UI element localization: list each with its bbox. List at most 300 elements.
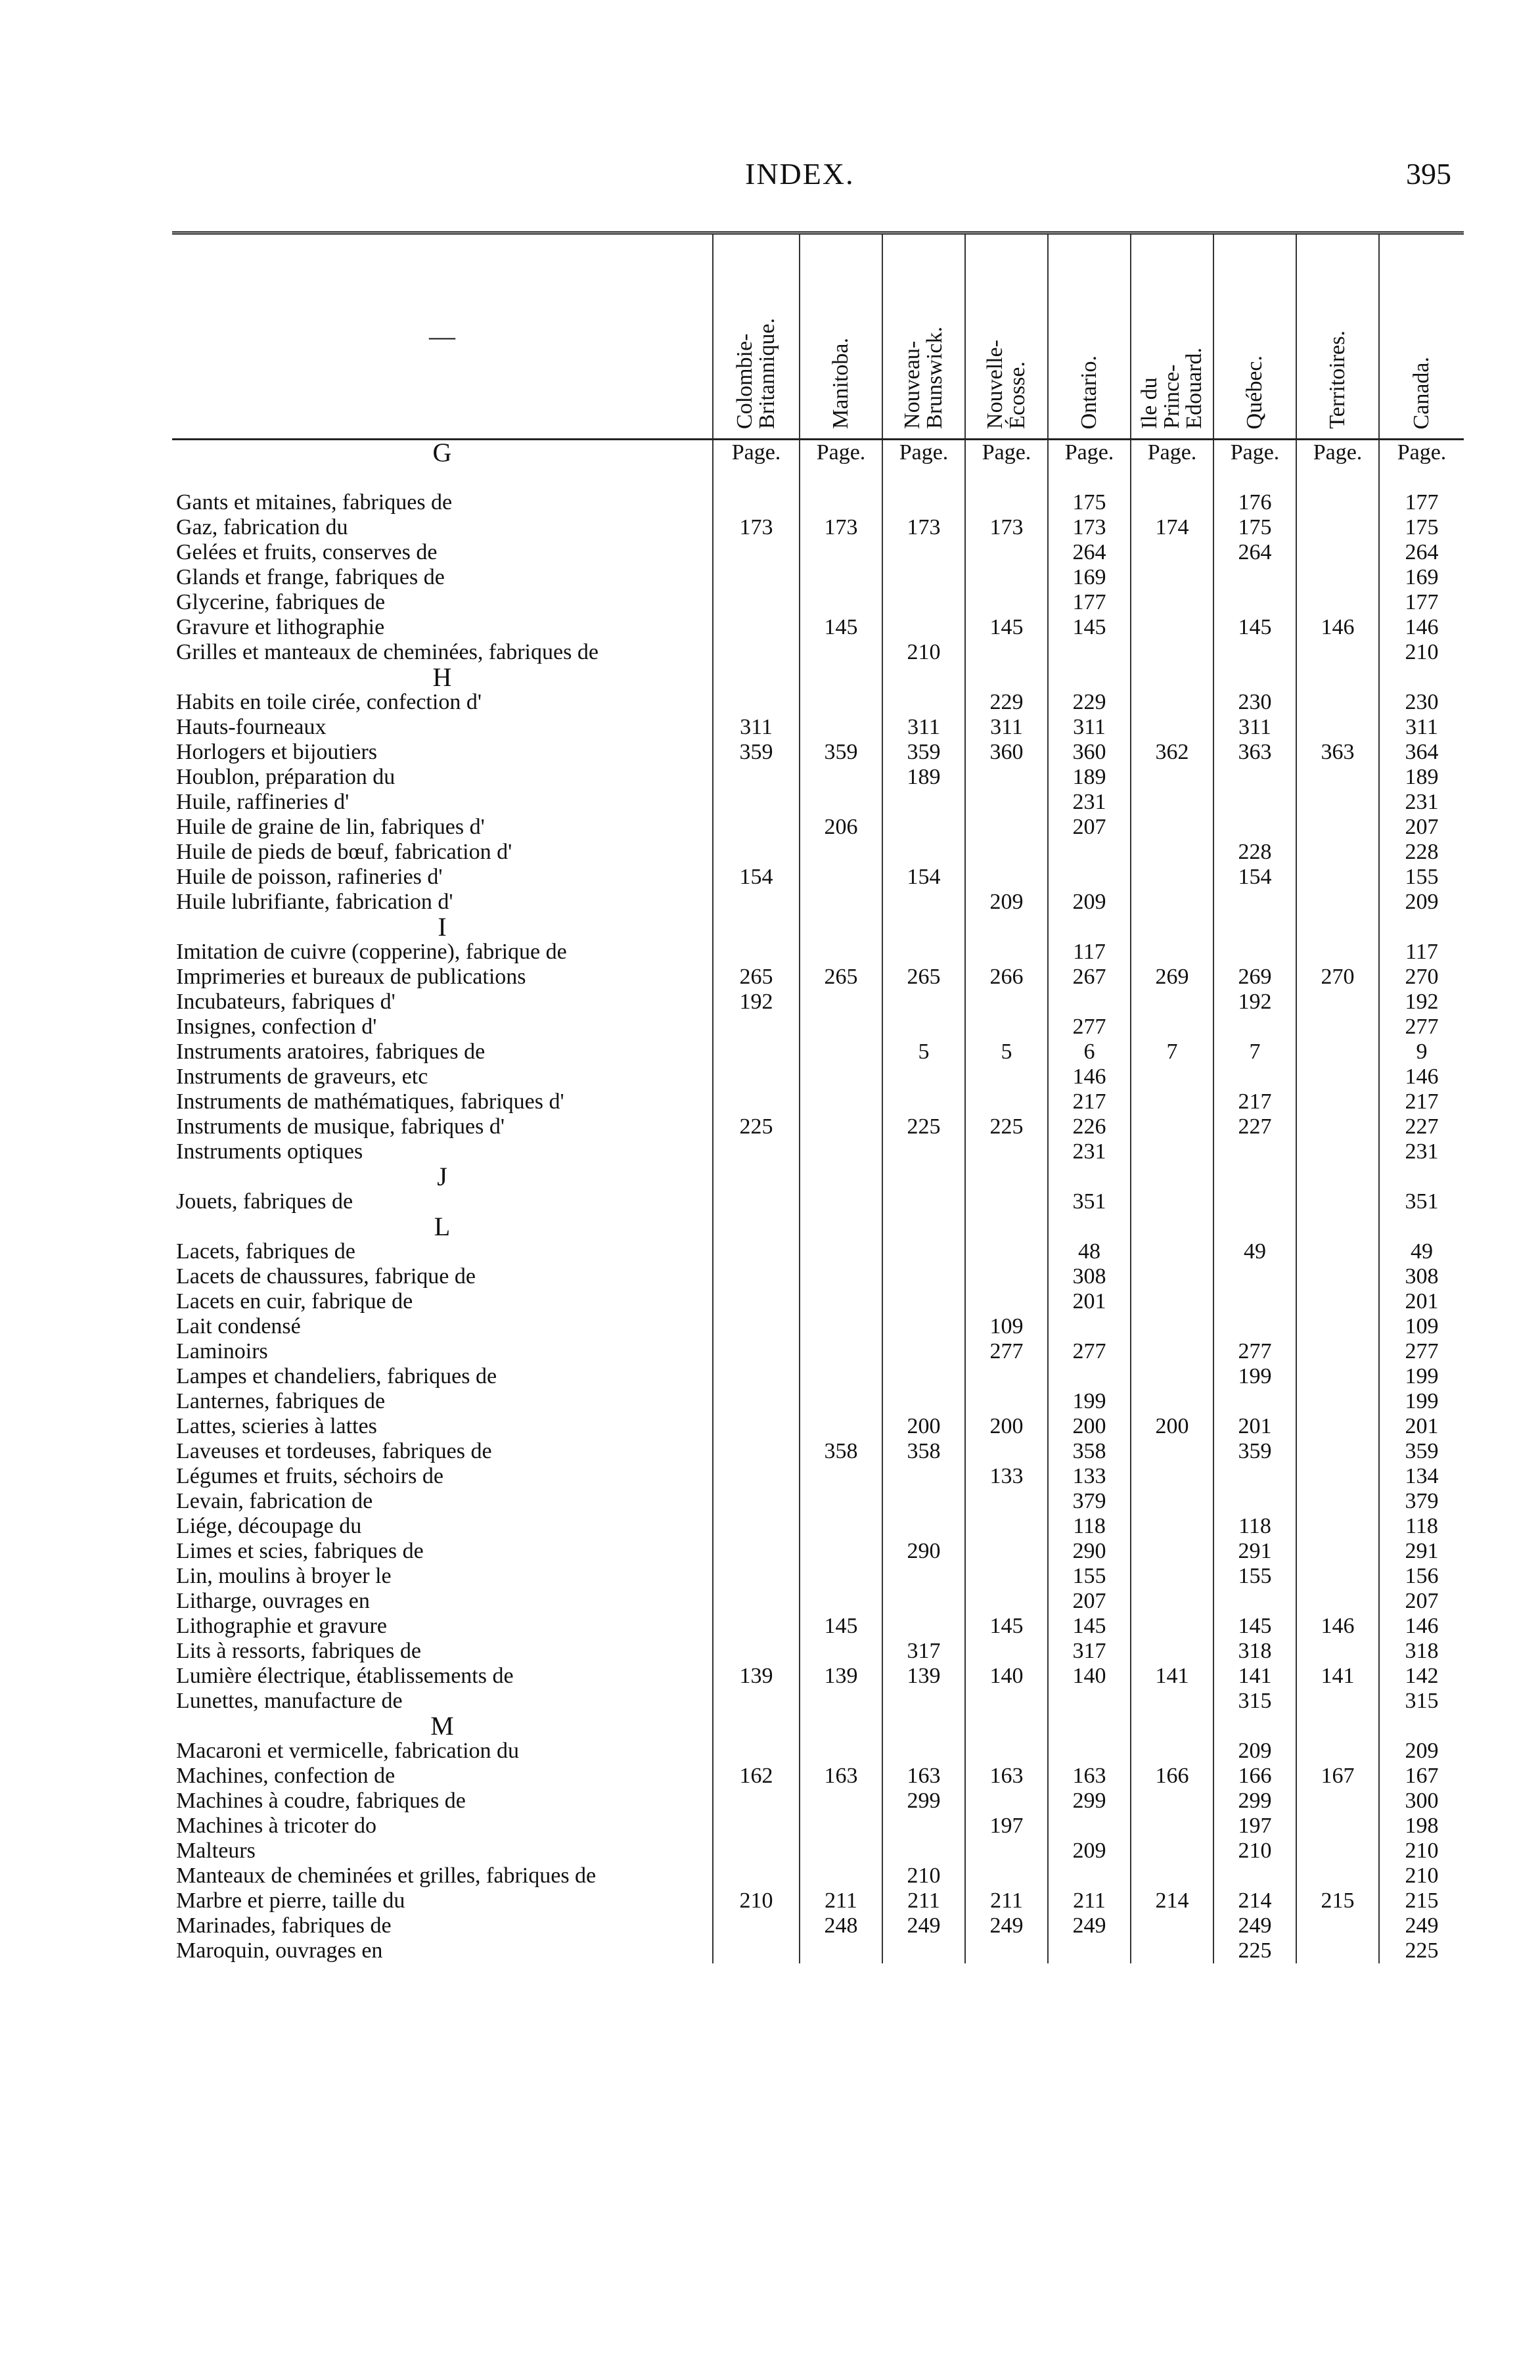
- page-ref-cell: 362: [1131, 740, 1213, 765]
- entry-name: Machines à tricoter do: [176, 1814, 376, 1838]
- page-ref-cell: 146: [1379, 1064, 1464, 1089]
- page-ref-cell: [965, 1739, 1048, 1764]
- empty-cell: [713, 1214, 800, 1239]
- spacer-cell: [800, 465, 882, 490]
- page-ref-cell: 154: [1213, 865, 1296, 890]
- spacer-cell: [172, 465, 713, 490]
- page-ref-cell: [882, 1938, 965, 1963]
- page-ref-cell: 231: [1379, 1139, 1464, 1164]
- spacer-cell: [1296, 465, 1379, 490]
- entry-name: Insignes, confection d': [176, 1015, 377, 1039]
- page-ref-cell: 358: [1048, 1439, 1131, 1464]
- page-ref-cell: [713, 1189, 800, 1214]
- page-ref-cell: [1131, 1614, 1213, 1639]
- page-ref-cell: 141: [1131, 1664, 1213, 1689]
- entry-name: Huile de graine de lin, fabriques d': [176, 815, 485, 839]
- page-ref-cell: [1131, 940, 1213, 965]
- page-ref-cell: 231: [1048, 1139, 1131, 1164]
- page-ref-cell: [800, 1864, 882, 1888]
- page-ref-cell: [965, 1839, 1048, 1864]
- page-ref-cell: [882, 1189, 965, 1214]
- page-ref-cell: [713, 490, 800, 515]
- entry-name: Grilles et manteaux de cheminées, fabriques de: [176, 640, 599, 664]
- page-ref-cell: [713, 615, 800, 640]
- page-ref-cell: [1131, 1389, 1213, 1414]
- entry-name: Lithographie et gravure: [176, 1614, 387, 1638]
- page-ref-cell: [882, 1689, 965, 1714]
- page-ref-cell: [800, 1589, 882, 1614]
- page-ref-cell: [1131, 540, 1213, 565]
- page-ref-cell: 249: [882, 1913, 965, 1938]
- page-ref-cell: [800, 1114, 882, 1139]
- page-ref-cell: [882, 615, 965, 640]
- empty-cell: [800, 915, 882, 940]
- page-ref-cell: 142: [1379, 1664, 1464, 1689]
- empty-cell: [1048, 1714, 1131, 1739]
- page-ref-cell: 199: [1048, 1389, 1131, 1414]
- page-ref-cell: [1296, 1464, 1379, 1489]
- page-ref-cell: [882, 590, 965, 615]
- page-ref-cell: 6: [1048, 1040, 1131, 1064]
- entry-name: Lits à ressorts, fabriques de: [176, 1639, 421, 1663]
- page-ref-cell: 249: [1048, 1913, 1131, 1938]
- page-ref-cell: [1213, 1589, 1296, 1614]
- page-ref-cell: [1131, 690, 1213, 715]
- empty-cell: [713, 1164, 800, 1189]
- page-ref-cell: [1048, 990, 1131, 1015]
- page-ref-cell: 311: [1048, 715, 1131, 740]
- page-ref-cell: [800, 1739, 882, 1764]
- empty-cell: [1379, 1714, 1464, 1739]
- page-ref-cell: [1296, 1489, 1379, 1514]
- page-ref-cell: 229: [1048, 690, 1131, 715]
- page-ref-cell: [1131, 715, 1213, 740]
- page-ref-cell: 227: [1213, 1114, 1296, 1139]
- page-ref-cell: 210: [882, 1864, 965, 1888]
- column-label: Ile du Prince- Edouard.: [1137, 348, 1206, 429]
- page-ref-cell: [800, 865, 882, 890]
- table-row: [172, 1614, 1464, 1639]
- page-ref-cell: [713, 640, 800, 665]
- page-ref-cell: [713, 840, 800, 865]
- empty-cell: [800, 665, 882, 690]
- entry-name: Instruments de musique, fabriques d': [176, 1114, 505, 1139]
- page-ref-cell: 146: [1296, 1614, 1379, 1639]
- page-ref-cell: [965, 1689, 1048, 1714]
- page-ref-cell: [1131, 1364, 1213, 1389]
- table-row: [172, 1564, 1464, 1589]
- page-ref-cell: [1131, 1864, 1213, 1888]
- entry-name: Glands et frange, fabriques de: [176, 565, 445, 589]
- page-ref-cell: 48: [1048, 1239, 1131, 1264]
- empty-cell: [965, 1164, 1048, 1189]
- page-ref-cell: [882, 940, 965, 965]
- empty-cell: [1213, 915, 1296, 940]
- page-ref-cell: 166: [1131, 1764, 1213, 1789]
- page-ref-cell: [800, 1689, 882, 1714]
- page-ref-cell: [800, 565, 882, 590]
- page-ref-cell: [800, 1189, 882, 1214]
- page-ref-cell: 311: [713, 715, 800, 740]
- page-ref-cell: 155: [1213, 1564, 1296, 1589]
- page-ref-cell: [713, 1864, 800, 1888]
- page-ref-cell: 7: [1213, 1040, 1296, 1064]
- page-ref-cell: 379: [1379, 1489, 1464, 1514]
- entry-name: Limes et scies, fabriques de: [176, 1539, 424, 1563]
- page-ref-cell: [713, 1239, 800, 1264]
- page-ref-cell: [1213, 1264, 1296, 1289]
- empty-cell: [1296, 1164, 1379, 1189]
- page-ref-cell: [965, 1064, 1048, 1089]
- page-ref-cell: [713, 1264, 800, 1289]
- page-ref-cell: [1131, 765, 1213, 790]
- table-row: [172, 1489, 1464, 1514]
- page-ref-cell: [1296, 1514, 1379, 1539]
- table-row: [172, 1064, 1464, 1089]
- page-ref-cell: [1131, 1589, 1213, 1614]
- column-label: Ontario.: [1077, 355, 1101, 429]
- page-ref-cell: 189: [1048, 765, 1131, 790]
- spacer-row: [172, 465, 1464, 490]
- section-header-row: [172, 665, 1464, 690]
- page-ref-cell: 225: [1213, 1938, 1296, 1963]
- page-ref-cell: 199: [1213, 1364, 1296, 1389]
- page-ref-cell: [1296, 765, 1379, 790]
- page-ref-cell: [713, 590, 800, 615]
- entry-name: Lampes et chandeliers, fabriques de: [176, 1364, 497, 1388]
- page-ref-cell: [1296, 1864, 1379, 1888]
- page-ref-cell: [1296, 1564, 1379, 1589]
- page-ref-cell: [1296, 790, 1379, 815]
- page-ref-cell: [800, 840, 882, 865]
- table-row: [172, 1514, 1464, 1539]
- empty-cell: [1296, 915, 1379, 940]
- page-ref-cell: [882, 1314, 965, 1339]
- page-ref-cell: 308: [1379, 1264, 1464, 1289]
- page-ref-cell: 290: [1048, 1539, 1131, 1564]
- page-ref-cell: [882, 1389, 965, 1414]
- empty-cell: [1048, 915, 1131, 940]
- page-ref-cell: [965, 1864, 1048, 1888]
- page-ref-cell: [1213, 1489, 1296, 1514]
- page-ref-cell: [1131, 1913, 1213, 1938]
- page-ref-cell: [1213, 1864, 1296, 1888]
- page-ref-cell: 291: [1379, 1539, 1464, 1564]
- page-ref-cell: [1131, 565, 1213, 590]
- page-ref-cell: [882, 790, 965, 815]
- page-ref-cell: [1213, 815, 1296, 840]
- page-ref-cell: 167: [1379, 1764, 1464, 1789]
- empty-cell: [1131, 1214, 1213, 1239]
- page-ref-cell: 197: [1213, 1814, 1296, 1839]
- page-ref-cell: 210: [1379, 1864, 1464, 1888]
- page-ref-cell: 211: [800, 1888, 882, 1913]
- page-ref-cell: 118: [1379, 1514, 1464, 1539]
- page-ref-cell: [713, 1389, 800, 1414]
- page-ref-cell: [1213, 640, 1296, 665]
- spacer-cell: [965, 465, 1048, 490]
- page-ref-cell: [800, 1264, 882, 1289]
- page-ref-cell: 318: [1379, 1639, 1464, 1664]
- page-ref-cell: 226: [1048, 1114, 1131, 1139]
- page-ref-cell: 210: [1379, 1839, 1464, 1864]
- page-ref-cell: 351: [1048, 1189, 1131, 1214]
- page-ref-cell: 139: [800, 1664, 882, 1689]
- page-column-label: Page.: [1131, 440, 1213, 466]
- entry-name: Instruments de mathématiques, fabriques d': [176, 1089, 564, 1114]
- page-ref-cell: [713, 1814, 800, 1839]
- page-ref-cell: 211: [1048, 1888, 1131, 1913]
- page-ref-cell: [965, 1264, 1048, 1289]
- entry-name: Incubateurs, fabriques d': [176, 990, 396, 1014]
- page-ref-cell: 145: [1048, 1614, 1131, 1639]
- page-ref-cell: [1213, 1389, 1296, 1414]
- column-label: Colombie- Britannique.: [733, 317, 779, 429]
- empty-cell: [1131, 665, 1213, 690]
- page-ref-cell: 176: [1213, 490, 1296, 515]
- page-ref-cell: 145: [965, 615, 1048, 640]
- entry-name: Manteaux de cheminées et grilles, fabriques de: [176, 1864, 597, 1888]
- page-ref-cell: [713, 1514, 800, 1539]
- table-body: [172, 440, 1464, 1964]
- page-ref-cell: [713, 1064, 800, 1089]
- page-ref-cell: 214: [1131, 1888, 1213, 1913]
- section-header-row: [172, 915, 1464, 940]
- page-ref-cell: 189: [1379, 765, 1464, 790]
- empty-cell: [1213, 665, 1296, 690]
- page-ref-cell: [1131, 1514, 1213, 1539]
- page-ref-cell: [1296, 1689, 1379, 1714]
- page-ref-cell: [882, 840, 965, 865]
- page-ref-cell: [965, 1564, 1048, 1589]
- page-ref-cell: [713, 690, 800, 715]
- page-ref-cell: [1296, 1339, 1379, 1364]
- page-ref-cell: 117: [1048, 940, 1131, 965]
- page-ref-cell: [965, 1489, 1048, 1514]
- page-ref-cell: 134: [1379, 1464, 1464, 1489]
- page-ref-cell: [1296, 1015, 1379, 1040]
- page-ref-cell: 49: [1379, 1239, 1464, 1264]
- entry-name: Machines, confection de: [176, 1764, 396, 1788]
- page-ref-cell: 197: [965, 1814, 1048, 1839]
- page-ref-cell: 192: [1213, 990, 1296, 1015]
- entry-name: Levain, fabrication de: [176, 1489, 373, 1513]
- page-ref-cell: [713, 1289, 800, 1314]
- empty-cell: [882, 1214, 965, 1239]
- table-row: [172, 615, 1464, 640]
- page-ref-cell: 379: [1048, 1489, 1131, 1514]
- page-ref-cell: 351: [1379, 1189, 1464, 1214]
- section-letter: L: [434, 1214, 451, 1239]
- page-ref-cell: [1131, 1339, 1213, 1364]
- page-ref-cell: 277: [965, 1339, 1048, 1364]
- entry-name: Lumière électrique, établissements de: [176, 1664, 514, 1688]
- page-ref-cell: [713, 565, 800, 590]
- page-ref-cell: 311: [1213, 715, 1296, 740]
- page-ref-cell: [882, 1464, 965, 1489]
- page-ref-cell: 206: [800, 815, 882, 840]
- page-ref-cell: 192: [713, 990, 800, 1015]
- page-title: INDEX.: [745, 157, 855, 191]
- page-ref-cell: [1048, 1864, 1131, 1888]
- section-header-row: [172, 1164, 1464, 1189]
- page-ref-cell: 163: [965, 1764, 1048, 1789]
- table-row: [172, 765, 1464, 790]
- entry-name: Huile lubrifiante, fabrication d': [176, 890, 453, 914]
- table-row: [172, 1389, 1464, 1414]
- page-ref-cell: [965, 490, 1048, 515]
- page-ref-cell: [882, 1489, 965, 1514]
- page-ref-cell: [882, 1089, 965, 1114]
- page-ref-cell: 166: [1213, 1764, 1296, 1789]
- empty-cell: [800, 1164, 882, 1189]
- page-ref-cell: [1131, 1239, 1213, 1264]
- entry-name: Liége, découpage du: [176, 1514, 362, 1538]
- entry-name: Lunettes, manufacture de: [176, 1689, 403, 1713]
- page-ref-cell: 217: [1379, 1089, 1464, 1114]
- page-ref-cell: 177: [1379, 490, 1464, 515]
- page-ref-cell: [882, 990, 965, 1015]
- column-label: Québec.: [1242, 355, 1267, 429]
- page-ref-cell: 141: [1213, 1664, 1296, 1689]
- entry-name: Gaz, fabrication du: [176, 515, 348, 539]
- page-ref-cell: 228: [1213, 840, 1296, 865]
- page-ref-cell: 299: [1213, 1789, 1296, 1814]
- page-ref-cell: [1131, 1015, 1213, 1040]
- page-ref-cell: [1296, 1639, 1379, 1664]
- page-ref-cell: [800, 490, 882, 515]
- table-row: [172, 1938, 1464, 1963]
- page-ref-cell: [1296, 1589, 1379, 1614]
- table-header: [172, 233, 1464, 440]
- page-ref-cell: [1296, 1364, 1379, 1389]
- page-ref-cell: 290: [882, 1539, 965, 1564]
- page-ref-cell: [1296, 1114, 1379, 1139]
- page-ref-cell: [1048, 1364, 1131, 1389]
- page-ref-cell: [965, 1364, 1048, 1389]
- page-ref-cell: [713, 1689, 800, 1714]
- page-ref-cell: [965, 865, 1048, 890]
- page-ref-cell: [882, 1814, 965, 1839]
- page-ref-cell: 156: [1379, 1564, 1464, 1589]
- page-ref-cell: 145: [800, 615, 882, 640]
- page-ref-cell: [1296, 640, 1379, 665]
- page-ref-cell: 189: [882, 765, 965, 790]
- page-ref-cell: [1296, 490, 1379, 515]
- page-ref-cell: [882, 1139, 965, 1164]
- page-ref-cell: 146: [1048, 1064, 1131, 1089]
- page-ref-cell: 209: [1379, 1739, 1464, 1764]
- page-ref-cell: 207: [1379, 815, 1464, 840]
- page-ref-cell: [800, 1814, 882, 1839]
- empty-cell: [1048, 665, 1131, 690]
- page-ref-cell: [1296, 690, 1379, 715]
- page-ref-cell: [800, 890, 882, 915]
- page-ref-cell: [1048, 1739, 1131, 1764]
- table-row: [172, 1539, 1464, 1564]
- page-ref-cell: 360: [1048, 740, 1131, 765]
- table-row: [172, 1764, 1464, 1789]
- page-ref-cell: 265: [713, 965, 800, 990]
- column-label: Territoires.: [1325, 331, 1349, 429]
- page-ref-cell: 359: [882, 740, 965, 765]
- page-ref-cell: [800, 790, 882, 815]
- entry-name: Légumes et fruits, séchoirs de: [176, 1464, 443, 1488]
- empty-cell: [713, 665, 800, 690]
- page-ref-cell: 177: [1048, 590, 1131, 615]
- page-ref-cell: [800, 1789, 882, 1814]
- page-ref-cell: [800, 1040, 882, 1064]
- page-ref-cell: 198: [1379, 1814, 1464, 1839]
- page-ref-cell: 210: [1213, 1839, 1296, 1864]
- page-ref-cell: 359: [1213, 1439, 1296, 1464]
- page-ref-cell: [1296, 1389, 1379, 1414]
- page-ref-cell: [1131, 490, 1213, 515]
- page-ref-cell: [965, 1015, 1048, 1040]
- entry-name: Jouets, fabriques de: [176, 1189, 353, 1214]
- entry-name: Instruments aratoires, fabriques de: [176, 1040, 486, 1064]
- page-ref-cell: [713, 1789, 800, 1814]
- page-ref-cell: [1131, 890, 1213, 915]
- page-ref-cell: 265: [882, 965, 965, 990]
- entry-name: Macaroni et vermicelle, fabrication du: [176, 1739, 520, 1763]
- page-ref-cell: 214: [1213, 1888, 1296, 1913]
- page-ref-cell: [713, 1040, 800, 1064]
- entry-name: Litharge, ouvrages en: [176, 1589, 370, 1613]
- table-row: [172, 1264, 1464, 1289]
- page-ref-cell: [1131, 1314, 1213, 1339]
- page-ref-cell: 228: [1379, 840, 1464, 865]
- page-ref-cell: [882, 1564, 965, 1589]
- page-ref-cell: [800, 1464, 882, 1489]
- page-ref-cell: [1131, 1139, 1213, 1164]
- page-ref-cell: [1131, 590, 1213, 615]
- page-ref-cell: [1213, 790, 1296, 815]
- page-ref-cell: 199: [1379, 1389, 1464, 1414]
- page-ref-cell: [713, 1139, 800, 1164]
- page-header: [0, 156, 1540, 196]
- empty-cell: [965, 665, 1048, 690]
- table-row: [172, 1864, 1464, 1888]
- table-row: [172, 1139, 1464, 1164]
- table-row: [172, 590, 1464, 615]
- page-ref-cell: [800, 1139, 882, 1164]
- page-ref-cell: 207: [1379, 1589, 1464, 1614]
- page-ref-cell: 145: [1213, 1614, 1296, 1639]
- page-ref-cell: 145: [965, 1614, 1048, 1639]
- page-ref-cell: [965, 1789, 1048, 1814]
- page-ref-cell: 210: [882, 640, 965, 665]
- page-ref-cell: [1296, 515, 1379, 540]
- page-ref-cell: [1131, 1264, 1213, 1289]
- page-ref-cell: [1131, 1564, 1213, 1589]
- entry-name: Marbre et pierre, taille du: [176, 1888, 405, 1913]
- page-ref-cell: [1131, 1689, 1213, 1714]
- page-ref-cell: [965, 1089, 1048, 1114]
- empty-cell: [1379, 1214, 1464, 1239]
- page-ref-cell: [882, 1239, 965, 1264]
- page-ref-cell: [1296, 990, 1379, 1015]
- column-label: Canada.: [1409, 356, 1434, 429]
- table-row: [172, 1114, 1464, 1139]
- page-ref-cell: [800, 1389, 882, 1414]
- page-ref-cell: [882, 1614, 965, 1639]
- page-ref-cell: 209: [1213, 1739, 1296, 1764]
- column-header: [713, 233, 800, 440]
- page-ref-cell: [965, 815, 1048, 840]
- table-row: [172, 1888, 1464, 1913]
- table-row: [172, 790, 1464, 815]
